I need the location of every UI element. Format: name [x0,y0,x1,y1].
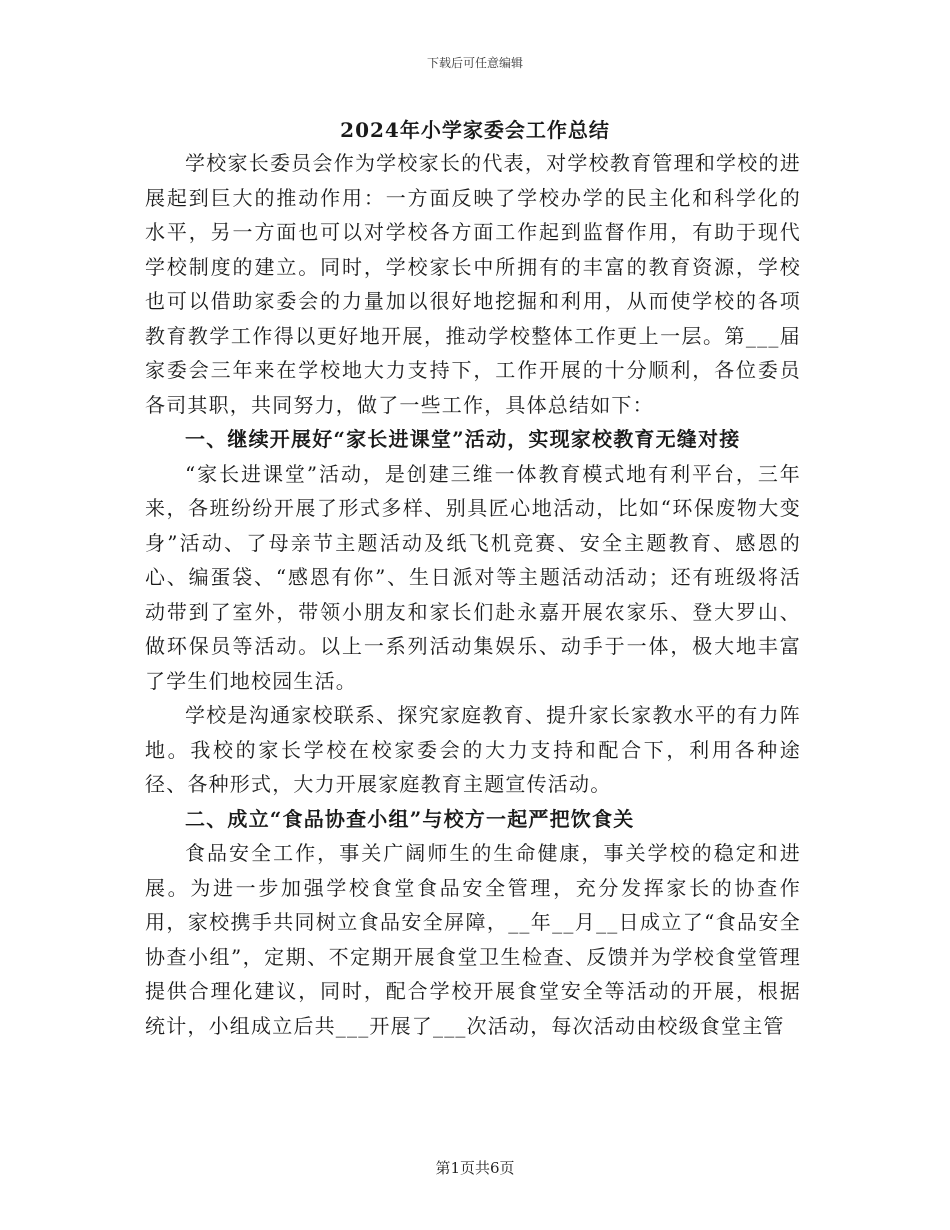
paragraph-food-safety: 食品安全工作，事关广阔师生的生命健康，事关学校的稳定和进展。为进一步加强学校食堂食品安全管理，充分发挥家长的协查作用，家校携手共同树立食品安全屏障，__年__月__日成立了“食品安全协查小组”，定期、不定期开展食堂卫生检查、反馈并为学校食堂管理提供合理化建议，同时，配合学校开展食堂安全等活动的开展，根据统计，小组成立后共___开展了___次活动，每次活动由校级食堂主管 [145,841,801,1038]
paragraph-parent-school: 学校是沟通家校联系、探究家庭教育、提升家长家教水平的有力阵地。我校的家长学校在校家委会的大力支持和配合下，利用各种途径、各种形式，大力开展家庭教育主题宣传活动。 [145,703,801,796]
document-title: 2024年小学家委会工作总结 [340,118,610,142]
document-body [145,146,801,1043]
section-heading-2: 二、成立“食品协查小组”与校方一起严把饮食关 [185,806,635,831]
header-note: 下载后可任意编辑 [426,56,523,70]
paragraph-parents-in-class: “家长进课堂”活动，是创建三维一体教育模式地有利平台，三年来，各班纷纷开展了形式多样、别具匠心地活动，比如“环保废物大变身”活动、了母亲节主题活动及纸飞机竞赛、安全主题教育、感恩的心、编蛋袋、“感恩有你”、生日派对等主题活动活动；还有班级将活动带到了室外，带领小朋友和家长们赴永嘉开展农家乐、登大罗山、做环保员等活动。以上一系列活动集娱乐、动手于一体，极大地丰富了学生们地校园生活。 [145,461,801,693]
page-number: 第1页共6页 [435,1159,515,1177]
paragraph-intro: 学校家长委员会作为学校家长的代表，对学校教育管理和学校的进展起到巨大的推动作用：一方面反映了学校办学的民主化和科学化的水平，另一方面也可以对学校各方面工作起到监督作用，有助于现代学校制度的建立。同时，学校家长中所拥有的丰富的教育资源，学校也可以借助家委会的力量加以很好地挖掘和利用，从而使学校的各项教育教学工作得以更好地开展，推动学校整体工作更上一层。第___届家委会三年来在学校地大力支持下，工作开展的十分顺利，各位委员各司其职，共同努力，做了一些工作，具体总结如下： [145,151,801,417]
section-heading-1: 一、继续开展好“家长进课堂”活动，实现家校教育无缝对接 [185,427,741,451]
